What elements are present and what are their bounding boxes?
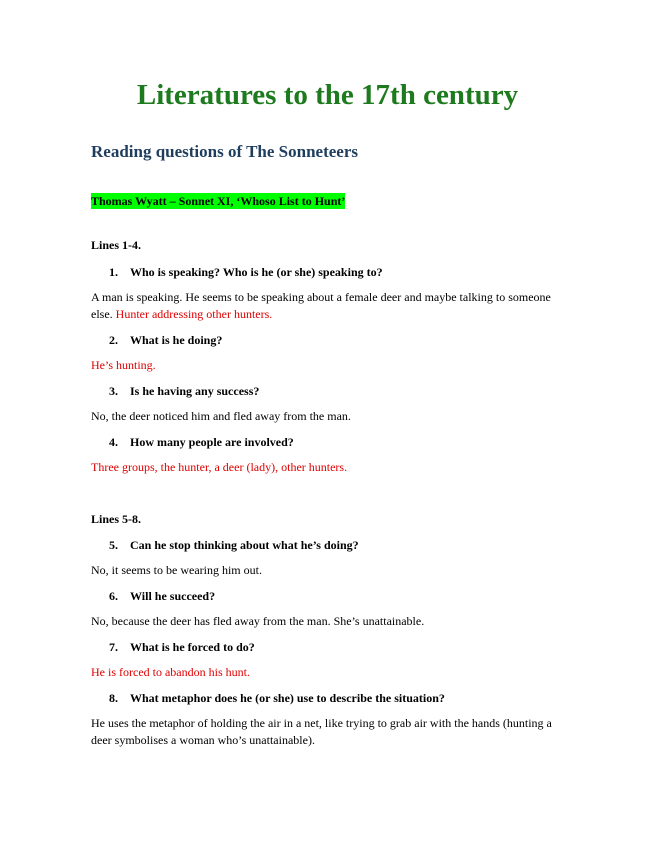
answer-red-note: Three groups, the hunter, a deer (lady), other hunters.	[91, 460, 348, 474]
question-5	[109, 537, 359, 553]
question-1	[109, 264, 383, 280]
answer-6	[91, 613, 561, 630]
answer-7	[91, 664, 561, 681]
question-number: 6.	[109, 589, 118, 603]
question-2	[109, 332, 222, 348]
question-number: 5.	[109, 538, 118, 552]
question-6	[109, 588, 215, 604]
answer-text: A man is speaking. He seems to be speaking about a female deer and maybe talking to someone else.	[91, 290, 551, 321]
question-number: 2.	[109, 333, 118, 347]
question-number: 7.	[109, 640, 118, 654]
answer-red-note: He is forced to abandon his hunt.	[91, 665, 250, 679]
question-text: Who is speaking? Who is he (or she) speaking to?	[130, 265, 383, 279]
question-number: 8.	[109, 691, 118, 705]
answer-8	[91, 715, 561, 749]
question-text: What is he forced to do?	[130, 640, 255, 654]
question-text: Can he stop thinking about what he’s doing?	[130, 538, 359, 552]
answer-2	[91, 357, 561, 374]
answer-red-note: Hunter addressing other hunters.	[115, 307, 273, 321]
question-number: 4.	[109, 435, 118, 449]
question-8	[109, 690, 445, 706]
answer-text: No, it seems to be wearing him out.	[91, 563, 262, 577]
answer-text: No, because the deer has fled away from the man. She’s unattainable.	[91, 614, 425, 628]
question-number: 1.	[109, 265, 118, 279]
answer-text: No, the deer noticed him and fled away from the man.	[91, 409, 351, 423]
answer-4	[91, 459, 561, 476]
highlighted-heading: Thomas Wyatt – Sonnet XI, ‘Whoso List to Hunt’	[91, 194, 346, 208]
page-subtitle: Reading questions of The Sonneteers	[91, 142, 358, 161]
section-label-lines-1-4: Lines 1-4.	[91, 238, 142, 252]
answer-1	[91, 289, 561, 323]
answer-red-note: He’s hunting.	[91, 358, 156, 372]
highlighted-heading-line	[91, 193, 345, 209]
question-text: How many people are involved?	[130, 435, 294, 449]
question-7	[109, 639, 255, 655]
question-text: What metaphor does he (or she) use to describe the situation?	[130, 691, 445, 705]
question-text: What is he doing?	[130, 333, 223, 347]
answer-3	[91, 408, 561, 425]
answer-text: He uses the metaphor of holding the air in a net, like trying to grab air with the hands (hunting a deer symbolises a woman who’s unattainable).	[91, 716, 552, 747]
page-title: Literatures to the 17th century	[136, 79, 519, 111]
question-4	[109, 434, 294, 450]
section-label-lines-5-8: Lines 5-8.	[91, 512, 142, 526]
question-text: Will he succeed?	[130, 589, 216, 603]
question-text: Is he having any success?	[130, 384, 260, 398]
question-number: 3.	[109, 384, 118, 398]
question-3	[109, 383, 259, 399]
answer-5	[91, 562, 561, 579]
